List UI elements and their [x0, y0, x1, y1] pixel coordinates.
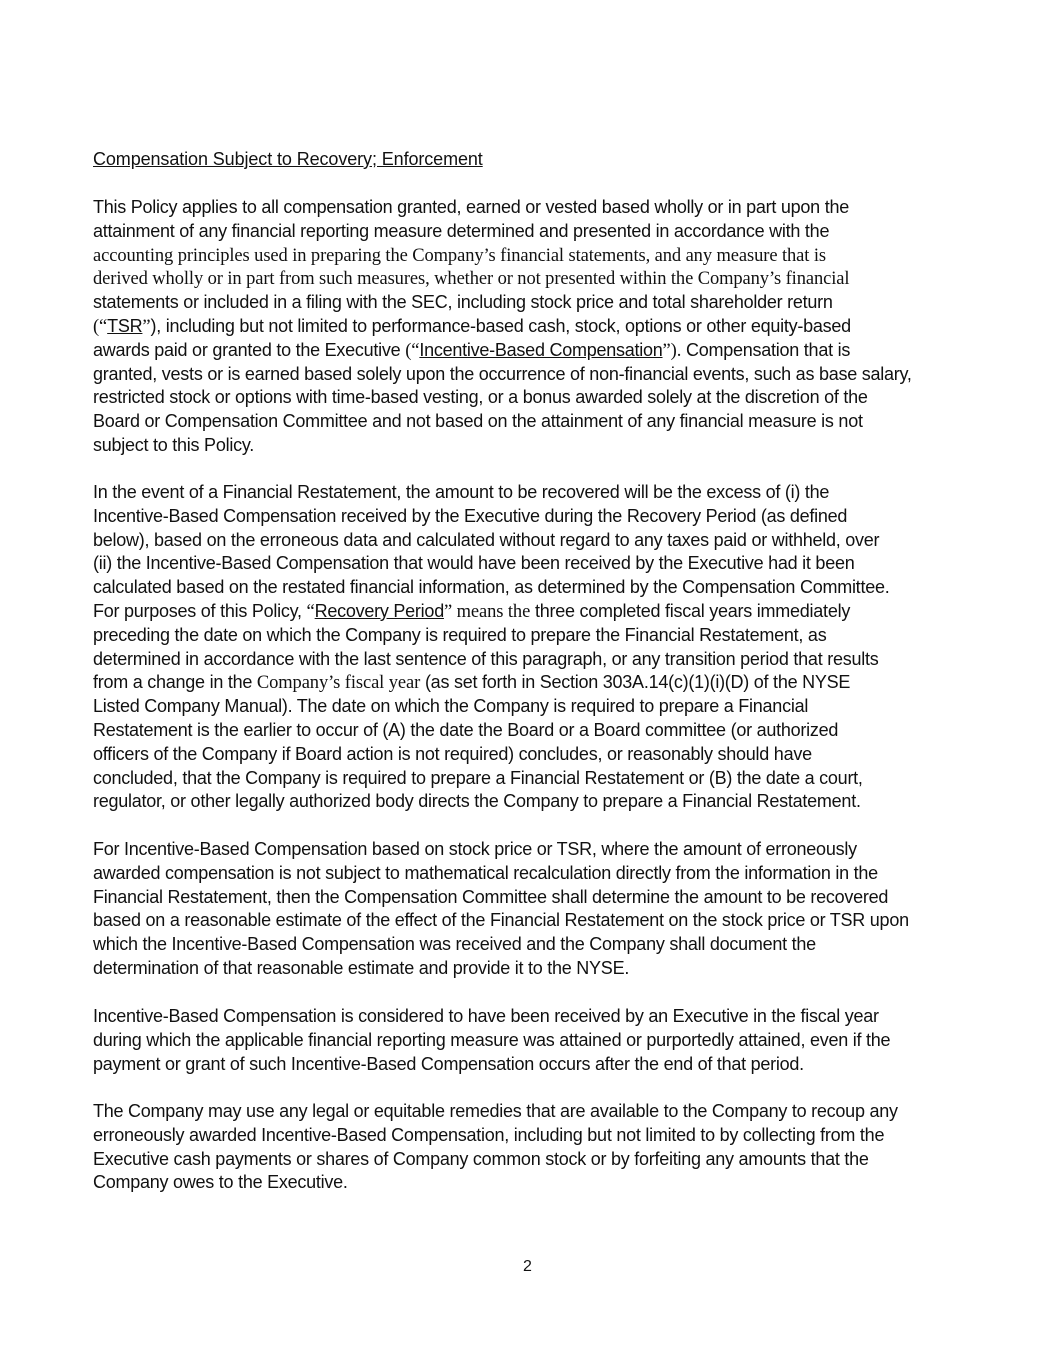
text-line [93, 600, 993, 624]
text-line [93, 671, 993, 695]
text-run: erroneously awarded Incentive-Based Compensation, including but not limited to by collecting from the [93, 1124, 885, 1145]
text-run: Company’s fiscal year [256, 673, 421, 694]
text-run: which the Incentive-Based Compensation was received and the Company shall document the [93, 934, 816, 955]
text-line [93, 315, 993, 339]
section-heading: Compensation Subject to Recovery; Enforcement [93, 149, 483, 169]
text-run: The Company may use any legal or equitable remedies that are available to the Company to recoup any [93, 1101, 898, 1121]
text-run: below), based on the erroneous data and calculated without regard to any taxes paid or withheld, over [93, 529, 880, 550]
text-run: (as set forth in Section 303A.14(c)(1)(i)(D) of the NYSE [420, 672, 851, 693]
text-run: awards paid or granted to the Executive [93, 339, 406, 360]
text-run: statements or included in a filing with the SEC, including stock price and total shareholder return [93, 292, 833, 313]
text-run: preceding the date on which the Company is required to prepare the Financial Restatement, as [93, 624, 827, 645]
text-line [93, 196, 993, 220]
text-run: Listed Company Manual). The date on which the Company is required to prepare a Financial [93, 696, 809, 717]
text-line [93, 648, 993, 672]
text-line [93, 434, 993, 458]
text-line [93, 339, 993, 363]
text-line [93, 1124, 993, 1148]
text-run: derived wholly or in part from such measures, whether or not presented within the Company’s financial [93, 269, 850, 290]
text-line [93, 790, 993, 814]
paragraph [93, 1005, 993, 1076]
text-line [93, 291, 993, 315]
text-run: restricted stock or options with time-based vesting, or a bonus awarded solely at the discretion of the [93, 387, 868, 408]
defined-term: TSR [107, 315, 143, 336]
text-run: Executive cash payments or shares of Company common stock or by forfeiting any amounts that the [93, 1148, 869, 1169]
text-run: calculated based on the restated financial information, as determined by the Compensation Committee. [93, 577, 890, 598]
text-line [93, 267, 993, 291]
paragraph [93, 481, 993, 814]
text-line [93, 529, 993, 553]
text-run: granted, vests or is earned based solely upon the occurrence of non-financial events, such as base salary, [93, 363, 912, 384]
text-run: Company owes to the Executive. [93, 1172, 348, 1193]
text-run: This Policy applies to all compensation granted, earned or vested based wholly or in part upon the [93, 197, 849, 217]
text-line [93, 1053, 993, 1077]
text-run: subject to this Policy. [93, 434, 254, 455]
text-line [93, 886, 993, 910]
text-line [93, 1100, 993, 1124]
text-run: concluded, that the Company is required to prepare a Financial Restatement or (B) the date a court, [93, 767, 863, 788]
text-run: awarded compensation is not subject to mathematical recalculation directly from the information in the [93, 862, 878, 883]
text-run: Financial Restatement, then the Compensation Committee shall determine the amount to be recovered [93, 886, 889, 907]
text-run: ), including but not limited to performance-based cash, stock, options or other equity-based [150, 315, 851, 336]
text-line [93, 505, 993, 529]
text-line [93, 576, 993, 600]
text-line [93, 719, 993, 743]
text-run: ” [142, 316, 151, 337]
defined-term: Incentive-Based Compensation [419, 339, 663, 360]
text-line [93, 624, 993, 648]
text-line [93, 909, 993, 933]
text-run: officers of the Company if Board action is not required) concludes, or reasonably should have [93, 743, 812, 764]
text-line [93, 743, 993, 767]
text-run: For Incentive-Based Compensation based on stock price or TSR, where the amount of erroneously [93, 839, 857, 859]
text-line [93, 1171, 993, 1195]
text-line [93, 220, 993, 244]
text-run: (ii) the Incentive-Based Compensation that would have been received by the Executive had it been [93, 553, 855, 574]
text-run: accounting principles used in preparing the Company’s financial statements, and any measure that is [93, 245, 826, 266]
text-line [93, 1005, 993, 1029]
text-run: In the event of a Financial Restatement, the amount to be recovered will be the excess of (i) the [93, 482, 830, 502]
text-run: For purposes of this Policy, [93, 600, 307, 621]
text-line [93, 767, 993, 791]
text-line [93, 363, 993, 387]
text-run: regulator, or other legally authorized body directs the Company to prepare a Financial Restatement. [93, 791, 861, 812]
text-run: “ [306, 601, 315, 622]
text-run: three completed fiscal years immediately [530, 600, 851, 621]
text-run: from a change in the [93, 672, 257, 693]
text-run: ” means the [443, 601, 531, 622]
page-number: 2 [523, 1258, 532, 1275]
text-line [93, 244, 993, 268]
text-run: Incentive-Based Compensation is considered to have been received by an Executive in the fiscal year [93, 1006, 879, 1026]
text-line [93, 1148, 993, 1172]
text-line [93, 933, 993, 957]
text-run: based on a reasonable estimate of the effect of the Financial Restatement on the stock price or TSR upon [93, 910, 909, 931]
text-line [93, 862, 993, 886]
text-run: Restatement is the earlier to occur of (A) the date the Board or a Board committee (or authorized [93, 719, 839, 740]
text-line [93, 838, 993, 862]
text-run: Incentive-Based Compensation received by the Executive during the Recovery Period (as defined [93, 505, 848, 526]
paragraph [93, 1100, 993, 1195]
defined-term: Recovery Period [314, 600, 444, 621]
text-line [93, 1029, 993, 1053]
text-run: determination of that reasonable estimate and provide it to the NYSE. [93, 957, 630, 978]
paragraph [93, 196, 993, 458]
text-run: ”). [662, 340, 682, 361]
text-run: attainment of any financial reporting measure determined and presented in accordance with the [93, 220, 830, 241]
text-line [93, 481, 993, 505]
text-line [93, 695, 993, 719]
text-run: payment or grant of such Incentive-Based Compensation occurs after the end of that period. [93, 1053, 804, 1074]
text-line [93, 410, 993, 434]
text-run: Board or Compensation Committee and not based on the attainment of any financial measure is not [93, 411, 863, 432]
text-run: Compensation that is [681, 339, 851, 360]
text-line [93, 957, 993, 981]
text-run: during which the applicable financial reporting measure was attained or purportedly attained, even if the [93, 1029, 891, 1050]
paragraph [93, 838, 993, 981]
text-line [93, 552, 993, 576]
text-run: (“ [93, 316, 108, 337]
text-run: determined in accordance with the last sentence of this paragraph, or any transition period that results [93, 648, 879, 669]
text-run: (“ [405, 340, 420, 361]
text-line [93, 386, 993, 410]
